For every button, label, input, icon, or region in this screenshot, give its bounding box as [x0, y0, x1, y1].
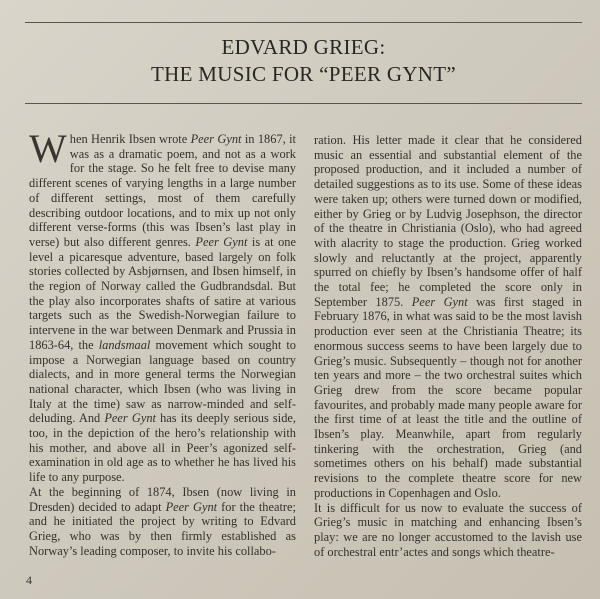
title-line-2: THE MUSIC FOR “PEER GYNT” — [151, 62, 456, 86]
p3-part-1: ration. His letter made it clear that he considered music an essential and substantial element of the proposed production, and it included a number of detailed suggestions as to its use. Some of these ideas were taken up; others were turned down or modified, either by Grieg or by Ludvig Josephson, the director of the theatre in Christiania (Oslo), who had agreed with alacrity to stage the production. Grieg worked slowly and reluctantly at the project, apparently spurred on chiefly by Ibsen’s handsome offer of half the total fee; he completed the score only in September 1875. — [314, 133, 582, 309]
page-number: 4 — [26, 573, 32, 587]
p2-title: Peer Gynt — [165, 499, 218, 514]
p1-part-4: movement which sought to impose a Norwegian language based on country dialects, and in more general terms the Norwegian national character, which Ibsen (who was living in Italy at the time) saw as narrow-minded and self-deluding. And — [29, 337, 296, 426]
paragraph-2 — [29, 485, 296, 559]
top-rule — [25, 22, 582, 23]
paragraph-1 — [29, 126, 296, 485]
p3-title: Peer Gynt — [411, 294, 468, 309]
p1-part-5: has its deeply serious side, too, in the depiction of the hero’s relationship with his mother, and above all in Peer’s agonized self-examination in old age as to whether he has lived his life to any purpose. — [29, 411, 296, 485]
p1-term: landsmaal — [98, 337, 151, 352]
p1-title-3: Peer Gynt — [104, 411, 156, 426]
right-column — [314, 133, 582, 559]
p1-title-2: Peer Gynt — [195, 234, 248, 249]
paragraph-3 — [314, 133, 582, 501]
p2-part-2: for the theatre; and he initiated the project by writing to Edvard Grieg, who was by then firmly established as Norway’s leading composer, to invite his collabo- — [29, 499, 296, 558]
p3-part-2: was first staged in February 1876, in what was said to be the most lavish production ever seen at the Christiania Theatre; its enormous success seems to have been largely due to Grieg’s music. Subsequently – though not for another ten years and more – the two orchestral suites which Grieg drew from the score became popular favourites, and probably made many people aware for the first time of at least the title and the outline of Ibsen’s play. Meanwhile, apart from regularly tinkering with the orchestration, Grieg (and sometimes others on his behalf) made substantial revisions to the complete theatre score for new productions in Copenhagen and Oslo. — [314, 294, 582, 500]
p2-part-1: At the beginning of 1874, Ibsen (now living in Dresden) decided to adapt — [29, 484, 296, 514]
p1-title-1: Peer Gynt — [190, 132, 242, 146]
p1-part-3: is at one level a picaresque adventure, based largely on folk stories collected by Asbjørnsen, and Ibsen himself, in the region of Norway called the Gudbrandsdal. But the play also incorporates shafts of satire at various targets such as the Swedish-Norwegian failure to intervene in the war between Denmark and Prussia in 1863-64, the — [29, 234, 296, 352]
left-column — [29, 126, 296, 558]
paragraph-4: It is difficult for us now to evaluate the success of Grieg’s music in matching and enhancing Ibsen’s play: we are no longer accustomed to the lavish use of orchestral entr’actes and songs which theatre- — [314, 500, 582, 559]
p1-opening: hen Henrik Ibsen wrote — [69, 132, 188, 146]
bottom-rule — [25, 103, 582, 104]
p1-part-2: in 1867, it was as a dramatic poem, and not as a work for the stage. So he felt free to devise many different scenes of varying lengths in a large number of different settings, most of them carefully describing outdoor locations, and to mix up not only different verse-forms (this was Ibsen’s last play in verse) but also different genres. — [29, 132, 296, 249]
drop-cap: W — [29, 126, 67, 171]
page-title — [25, 34, 582, 88]
title-line-1: EDVARD GRIEG: — [221, 35, 386, 59]
